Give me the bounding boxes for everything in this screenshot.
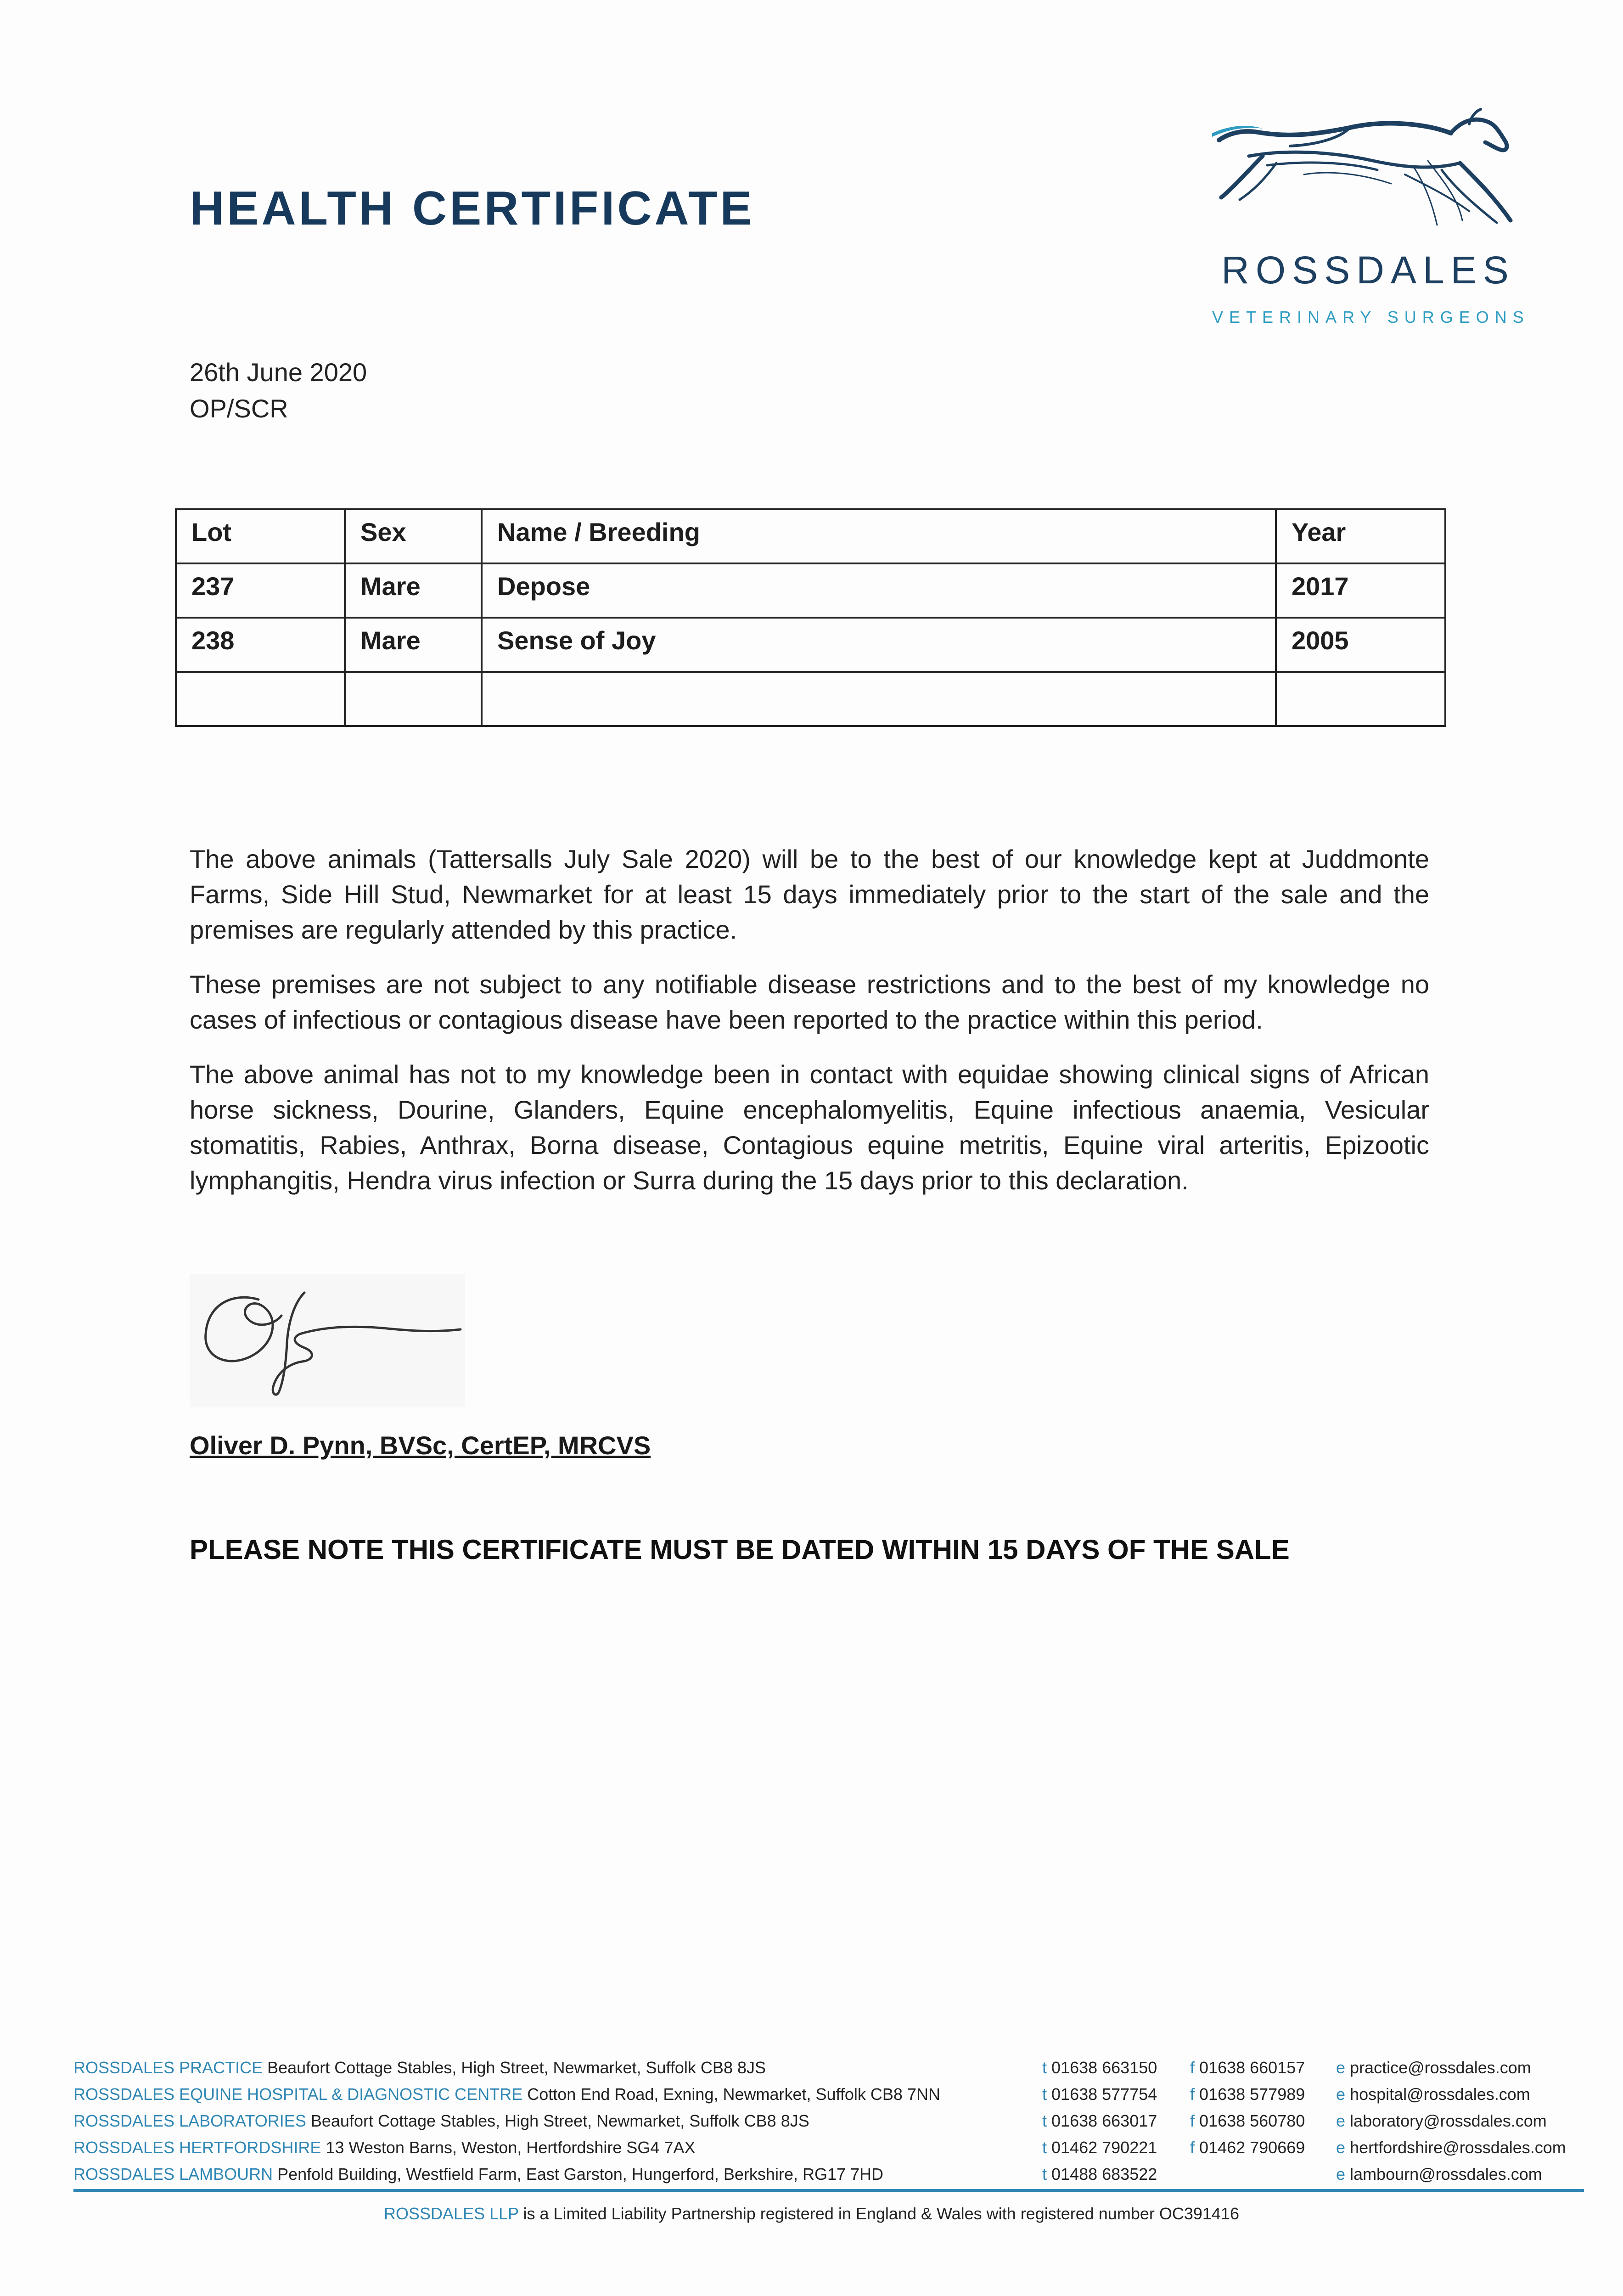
body-paragraph-1: The above animals (Tattersalls July Sale 2020) will be to the best of our knowledge kept at Juddmonte Farms, Side Hill Stud, Newmarket for at least 15 days immediately prior to the start of the sale and the premises are regularly attended by this practice. <box>190 844 1429 944</box>
footer-contact-row <box>73 2054 1575 2081</box>
branch-address: Beaufort Cottage Stables, High Street, Newmarket, Suffolk CB8 8JS <box>267 2058 766 2077</box>
branch-email[interactable]: laboratory@rossdales.com <box>1350 2111 1547 2130</box>
email-prefix: e <box>1336 2165 1346 2183</box>
handwritten-signature-icon <box>190 1274 465 1407</box>
branch-address: Cotton End Road, Exning, Newmarket, Suffolk CB8 7NN <box>527 2085 940 2104</box>
footer-contact-row <box>73 2108 1575 2134</box>
footer-contact-row <box>73 2081 1575 2108</box>
fax-prefix: f <box>1190 2111 1195 2130</box>
branch-email[interactable]: hospital@rossdales.com <box>1350 2085 1530 2104</box>
column-header-year: Year <box>1276 509 1445 563</box>
branch-address: Beaufort Cottage Stables, High Street, Newmarket, Suffolk CB8 8JS <box>310 2111 809 2130</box>
company-logo <box>1212 106 1529 344</box>
page-title: HEALTH CERTIFICATE <box>190 182 755 235</box>
branch-name: ROSSDALES PRACTICE <box>73 2058 263 2077</box>
branch-tel: 01638 663017 <box>1051 2111 1157 2130</box>
lot-cell <box>176 672 345 726</box>
table-header-row <box>176 509 1445 563</box>
column-header-lot: Lot <box>176 509 345 563</box>
footer-divider <box>73 2189 1584 2192</box>
branch-fax: 01462 790669 <box>1199 2138 1305 2157</box>
fax-prefix: f <box>1190 2085 1195 2104</box>
name-cell: Depose <box>482 563 1276 618</box>
column-header-name: Name / Breeding <box>482 509 1276 563</box>
tel-prefix: t <box>1042 2058 1047 2077</box>
branch-name: ROSSDALES EQUINE HOSPITAL & DIAGNOSTIC CENTRE <box>73 2085 523 2104</box>
branch-tel: 01638 577754 <box>1051 2085 1157 2104</box>
fax-prefix: f <box>1190 2058 1195 2077</box>
email-prefix: e <box>1336 2111 1346 2130</box>
branch-email[interactable]: practice@rossdales.com <box>1350 2058 1531 2077</box>
table-row <box>176 618 1445 672</box>
branch-tel: 01638 663150 <box>1051 2058 1157 2077</box>
branch-fax: 01638 560780 <box>1199 2111 1305 2130</box>
logo-tagline: VETERINARY SURGEONS <box>1212 308 1530 326</box>
tel-prefix: t <box>1042 2165 1047 2183</box>
email-prefix: e <box>1336 2058 1346 2077</box>
branch-email[interactable]: lambourn@rossdales.com <box>1350 2165 1542 2183</box>
email-prefix: e <box>1336 2138 1346 2157</box>
sex-cell <box>345 672 482 726</box>
fax-prefix: f <box>1190 2138 1195 2157</box>
lots-table <box>175 508 1446 727</box>
signatory-name: Oliver D. Pynn, BVSc, CertEP, MRCVS <box>190 1431 651 1460</box>
footer-contact-row <box>73 2134 1575 2161</box>
name-cell <box>482 672 1276 726</box>
body-paragraph-3: The above animal has not to my knowledge been in contact with equidae showing clinical signs of African horse sickness, Dourine, Glanders, Equine encephalomyelitis, Equine infectious anaemia, Vesicular stomatitis, Rabies, Anthrax, Borna disease, Contagious equine metritis, Equine viral arteritis, Epizootic lymphangitis, Hendra virus infection or Surra during the 15 days prior to this declaration. <box>190 1060 1429 1195</box>
branch-name: ROSSDALES LABORATORIES <box>73 2111 306 2130</box>
legal-text: is a Limited Liability Partnership registered in England & Wales with registered number OC391416 <box>523 2204 1239 2223</box>
table-row <box>176 563 1445 618</box>
year-cell: 2005 <box>1276 618 1445 672</box>
logo-name: ROSSDALES <box>1221 248 1515 292</box>
tel-prefix: t <box>1042 2111 1047 2130</box>
branch-email[interactable]: hertfordshire@rossdales.com <box>1350 2138 1566 2157</box>
year-cell: 2017 <box>1276 563 1445 618</box>
name-cell: Sense of Joy <box>482 618 1276 672</box>
footer-contact-row <box>73 2161 1575 2188</box>
certificate-date: 26th June 2020 <box>190 358 367 387</box>
galloping-horse-logo-icon <box>1212 106 1529 253</box>
footer-legal-notice <box>0 2204 1623 2223</box>
column-header-sex: Sex <box>345 509 482 563</box>
lot-cell: 238 <box>176 618 345 672</box>
branch-fax: 01638 577989 <box>1199 2085 1305 2104</box>
branch-tel: 01488 683522 <box>1051 2165 1157 2183</box>
certificate-body <box>190 841 1429 1217</box>
tel-prefix: t <box>1042 2138 1047 2157</box>
tel-prefix: t <box>1042 2085 1047 2104</box>
sex-cell: Mare <box>345 563 482 618</box>
year-cell <box>1276 672 1445 726</box>
legal-brand: ROSSDALES LLP <box>384 2204 519 2223</box>
important-notice: PLEASE NOTE THIS CERTIFICATE MUST BE DATED WITHIN 15 DAYS OF THE SALE <box>190 1534 1290 1565</box>
body-paragraph-2: These premises are not subject to any notifiable disease restrictions and to the best of my knowledge no cases of infectious or contagious disease have been reported to the practice within this period. <box>190 970 1429 1034</box>
sex-cell: Mare <box>345 618 482 672</box>
branch-address: 13 Weston Barns, Weston, Hertfordshire SG4 7AX <box>326 2138 696 2157</box>
branch-tel: 01462 790221 <box>1051 2138 1157 2157</box>
branch-fax: 01638 660157 <box>1199 2058 1305 2077</box>
branch-name: ROSSDALES HERTFORDSHIRE <box>73 2138 321 2157</box>
branch-name: ROSSDALES LAMBOURN <box>73 2165 273 2183</box>
email-prefix: e <box>1336 2085 1346 2104</box>
lot-cell: 237 <box>176 563 345 618</box>
branch-address: Penfold Building, Westfield Farm, East Garston, Hungerford, Berkshire, RG17 7HD <box>277 2165 884 2183</box>
table-row-empty <box>176 672 1445 726</box>
signature-image <box>190 1274 465 1407</box>
reference-code: OP/SCR <box>190 394 288 423</box>
